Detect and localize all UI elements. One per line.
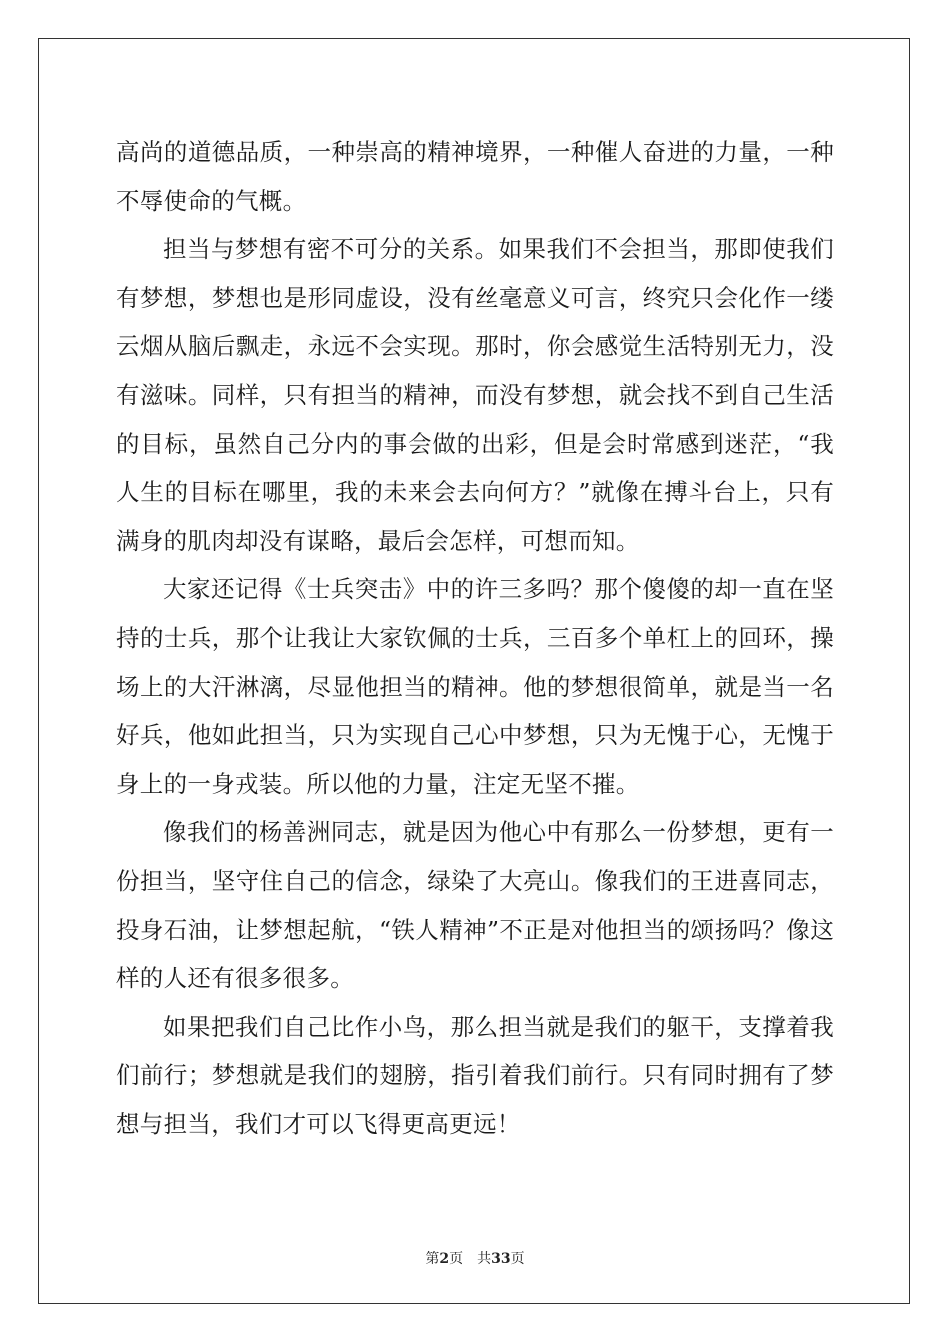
paragraph-4: 像我们的杨善洲同志，就是因为他心中有那么一份梦想，更有一份担当，坚守住自己的信念，绿染了大亮山。像我们的王进喜同志，投身石油，让梦想起航，“铁人精神”不正是对他担当的颂扬吗？像这样的人还有很多很多。: [116, 818, 834, 993]
paragraph-2: 担当与梦想有密不可分的关系。如果我们不会担当，那即使我们有梦想，梦想也是形同虚设，没有丝毫意义可言，终究只会化作一缕云烟从脑后飘走，永远不会实现。那时，你会感觉生活特别无力，没有滋味。同样，只有担当的精神，而没有梦想，就会找不到自己生活的目标，虽然自己分内的事会做的出彩，但是会时常感到迷茫，“我人生的目标在哪里，我的未来会去向何方？”就像在搏斗台上，只有满身的肌肉却没有谋略，最后会怎样，可想而知。: [116, 235, 834, 555]
total-pages: 33: [491, 1251, 511, 1267]
paragraph-5: 如果把我们自己比作小鸟，那么担当就是我们的躯干，支撑着我们前行；梦想就是我们的翅膀，指引着我们前行。只有同时拥有了梦想与担当，我们才可以飞得更高更远！: [116, 1012, 834, 1138]
total-prefix: 共: [477, 1251, 492, 1267]
page-suffix: 页: [449, 1251, 464, 1267]
page-number: 2: [439, 1251, 450, 1267]
document-body: [116, 128, 834, 1148]
total-suffix: 页: [510, 1251, 525, 1267]
paragraph-1: 高尚的道德品质，一种崇高的精神境界，一种催人奋进的力量，一种不辱使命的气概。: [116, 138, 834, 215]
paragraph-3: 大家还记得《士兵突击》中的许三多吗？那个傻傻的却一直在坚持的士兵，那个让我让大家钦佩的士兵，三百多个单杠上的回环，操场上的大汗淋漓，尽显他担当的精神。他的梦想很简单，就是当一名好兵，他如此担当，只为实现自己心中梦想，只为无愧于心，无愧于身上的一身戎装。所以他的力量，注定无坚不摧。: [116, 575, 834, 798]
page-footer: [0, 1248, 950, 1268]
page-prefix: 第: [425, 1251, 440, 1267]
